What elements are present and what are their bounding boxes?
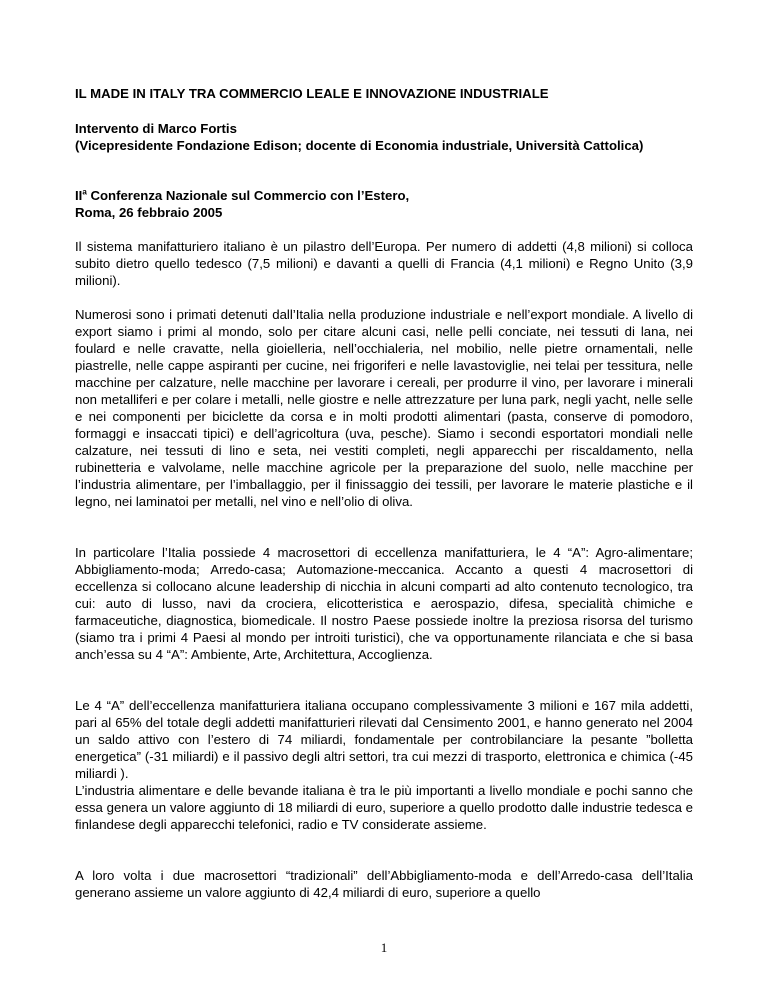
- paragraph-1: Il sistema manifatturiero italiano è un pilastro dell’Europa. Per numero di addetti (4,8 milioni) si colloca subito dietro quello tedesco (7,5 milioni) e davanti a quelli di Francia (4,1 milioni) e Regno Unito (3,9 milioni).: [75, 239, 693, 288]
- paragraph-6: A loro volta i due macrosettori “tradizionali” dell’Abbigliamento-moda e dell’Arredo-casa dell’Italia generano assieme un valore aggiunto di 42,4 miliardi di euro, superiore a quello: [75, 868, 693, 900]
- conference-place-date: Roma, 26 febbraio 2005: [75, 205, 223, 220]
- paragraph-5: L’industria alimentare e delle bevande italiana è tra le più importanti a livello mondiale e pochi sanno che essa genera un valore aggiunto di 18 miliardi di euro, superiore a quello prodotto dalle industrie tedesca e finlandese degli apparecchi telefonici, radio e TV considerate assieme.: [75, 783, 693, 832]
- conference-superscript: a: [82, 187, 87, 197]
- speaker-role: (Vicepresidente Fondazione Edison; docente di Economia industriale, Università Cattolica): [75, 138, 644, 153]
- paragraph-3: In particolare l’Italia possiede 4 macrosettori di eccellenza manifatturiera, le 4 “A”: Agro-alimentare; Abbigliamento-moda; Arredo-casa; Automazione-meccanica. Accanto a questi 4 macrosettori di eccellenza si collocano alcune leadership di nicchia in alcuni comparti ad alto contenuto tecnologico, tra cui: auto di lusso, navi da crociera, elicotteristica e aerospazio, difesa, specialità chimiche e farmaceutiche, diagnostica, biomedicale. Il nostro Paese possiede inoltre la preziosa risorsa del turismo (siamo tra i primi 4 Paesi al mondo per introiti turistici), che va opportunamente rilanciata e che si basa anch’essa su 4 “A”: Ambiente, Arte, Architettura, Accoglienza.: [75, 545, 693, 662]
- paragraph-4: Le 4 “A” dell’eccellenza manifatturiera italiana occupano complessivamente 3 milioni e 167 mila addetti, pari al 65% del totale degli addetti manifatturieri rilevati dal Censimento 2001, e hanno generato nel 2004 un saldo attivo con l’estero di 74 miliardi, fondamentale per controbilanciare la pesante ”bolletta energetica” (-31 miliardi) e il passivo degli altri settori, tra cui mezzi di trasporto, elettronica e chimica (-45 miliardi ).: [75, 698, 693, 781]
- conference-name: [75, 187, 693, 204]
- paragraph-2: Numerosi sono i primati detenuti dall’Italia nella produzione industriale e nell’export mondiale. A livello di export siamo i primi al mondo, solo per citare alcuni casi, nelle pelli conciate, nei tessuti di lana, nei foulard e nelle cravatte, nella gioielleria, nell’occhialeria, nel mobilio, nelle pietre ornamentali, nelle piastrelle, nelle cappe aspiranti per cucine, nei frigoriferi e nelle lavastoviglie, nei telai per tessitura, nelle macchine per calzature, nelle macchine per lavorare i cereali, per produrre il vino, per lavorare i minerali non metalliferi e per colare i metalli, nelle giostre e nelle attrezzature per luna park, negli yacht, nelle selle e nei componenti per biciclette da corsa e in molti prodotti alimentari (pasta, conserve di pomodoro, formaggi e insaccati tipici) e dell’agricoltura (uva, pesche). Siamo i secondi esportatori mondiali nelle calzature, nei tessuti di lino e seta, nei vestiti completi, negli apparecchi per riscaldamento, nella rubinetteria e valvolame, nelle macchine agricole per la preparazione del suolo, nelle macchine per l’industria alimentare, per l’imballaggio, per il finissaggio dei tessili, per lavorare le materie plastiche e il legno, nei laminatoi per metalli, nel vino e nell’olio di oliva.: [75, 307, 693, 509]
- conference-prefix: II: [75, 188, 83, 203]
- conference-title: Conferenza Nazionale sul Commercio con l’Estero,: [86, 188, 410, 203]
- speaker-line: Intervento di Marco Fortis: [75, 121, 237, 136]
- document-title: IL MADE IN ITALY TRA COMMERCIO LEALE E INNOVAZIONE INDUSTRIALE: [75, 86, 549, 101]
- page-number: 1: [380, 940, 388, 955]
